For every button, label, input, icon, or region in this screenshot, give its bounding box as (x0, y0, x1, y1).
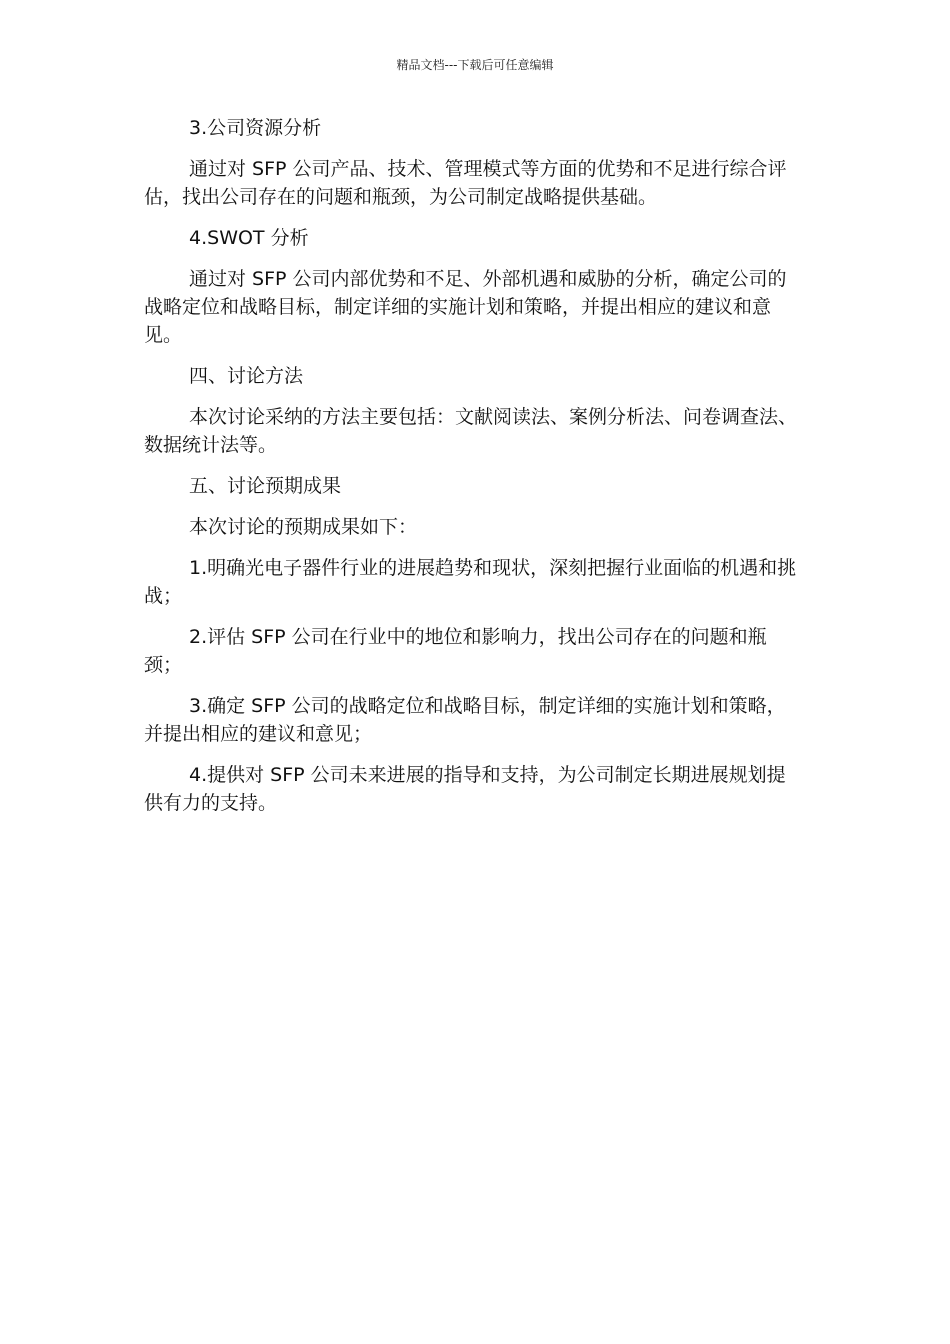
paragraph-swot: 通过对 SFP 公司内部优势和不足、外部机遇和威胁的分析，确定公司的战略定位和战略目标，制定详细的实施计划和策略，并提出相应的建议和意见。 (144, 268, 787, 346)
list-item-result-1: 1.明确光电子器件行业的进展趋势和现状，深刻把握行业面临的机遇和挑战； (144, 557, 797, 607)
section-heading-swot: 4.SWOT 分析 (189, 227, 309, 249)
section-heading-expected-results: 五、讨论预期成果 (189, 475, 342, 497)
document-body (144, 114, 800, 830)
page-header: 精品文档---下载后可任意编辑 (396, 58, 554, 72)
list-item-result-3: 3.确定 SFP 公司的战略定位和战略目标，制定详细的实施计划和策略，并提出相应的建议和意见； (144, 695, 786, 745)
list-item-result-2: 2.评估 SFP 公司在行业中的地位和影响力，找出公司存在的问题和瓶颈； (144, 626, 767, 676)
paragraph-methods: 本次讨论采纳的方法主要包括：文献阅读法、案例分析法、问卷调查法、数据统计法等。 (144, 406, 798, 456)
paragraph-expected-results-intro: 本次讨论的预期成果如下： (189, 516, 418, 538)
section-heading-resource-analysis: 3.公司资源分析 (189, 117, 322, 139)
section-heading-methods: 四、讨论方法 (189, 365, 304, 387)
paragraph-resource-analysis: 通过对 SFP 公司产品、技术、管理模式等方面的优势和不足进行综合评估，找出公司存在的问题和瓶颈，为公司制定战略提供基础。 (144, 158, 787, 208)
list-item-result-4: 4.提供对 SFP 公司未来进展的指导和支持，为公司制定长期进展规划提供有力的支持。 (144, 764, 786, 814)
